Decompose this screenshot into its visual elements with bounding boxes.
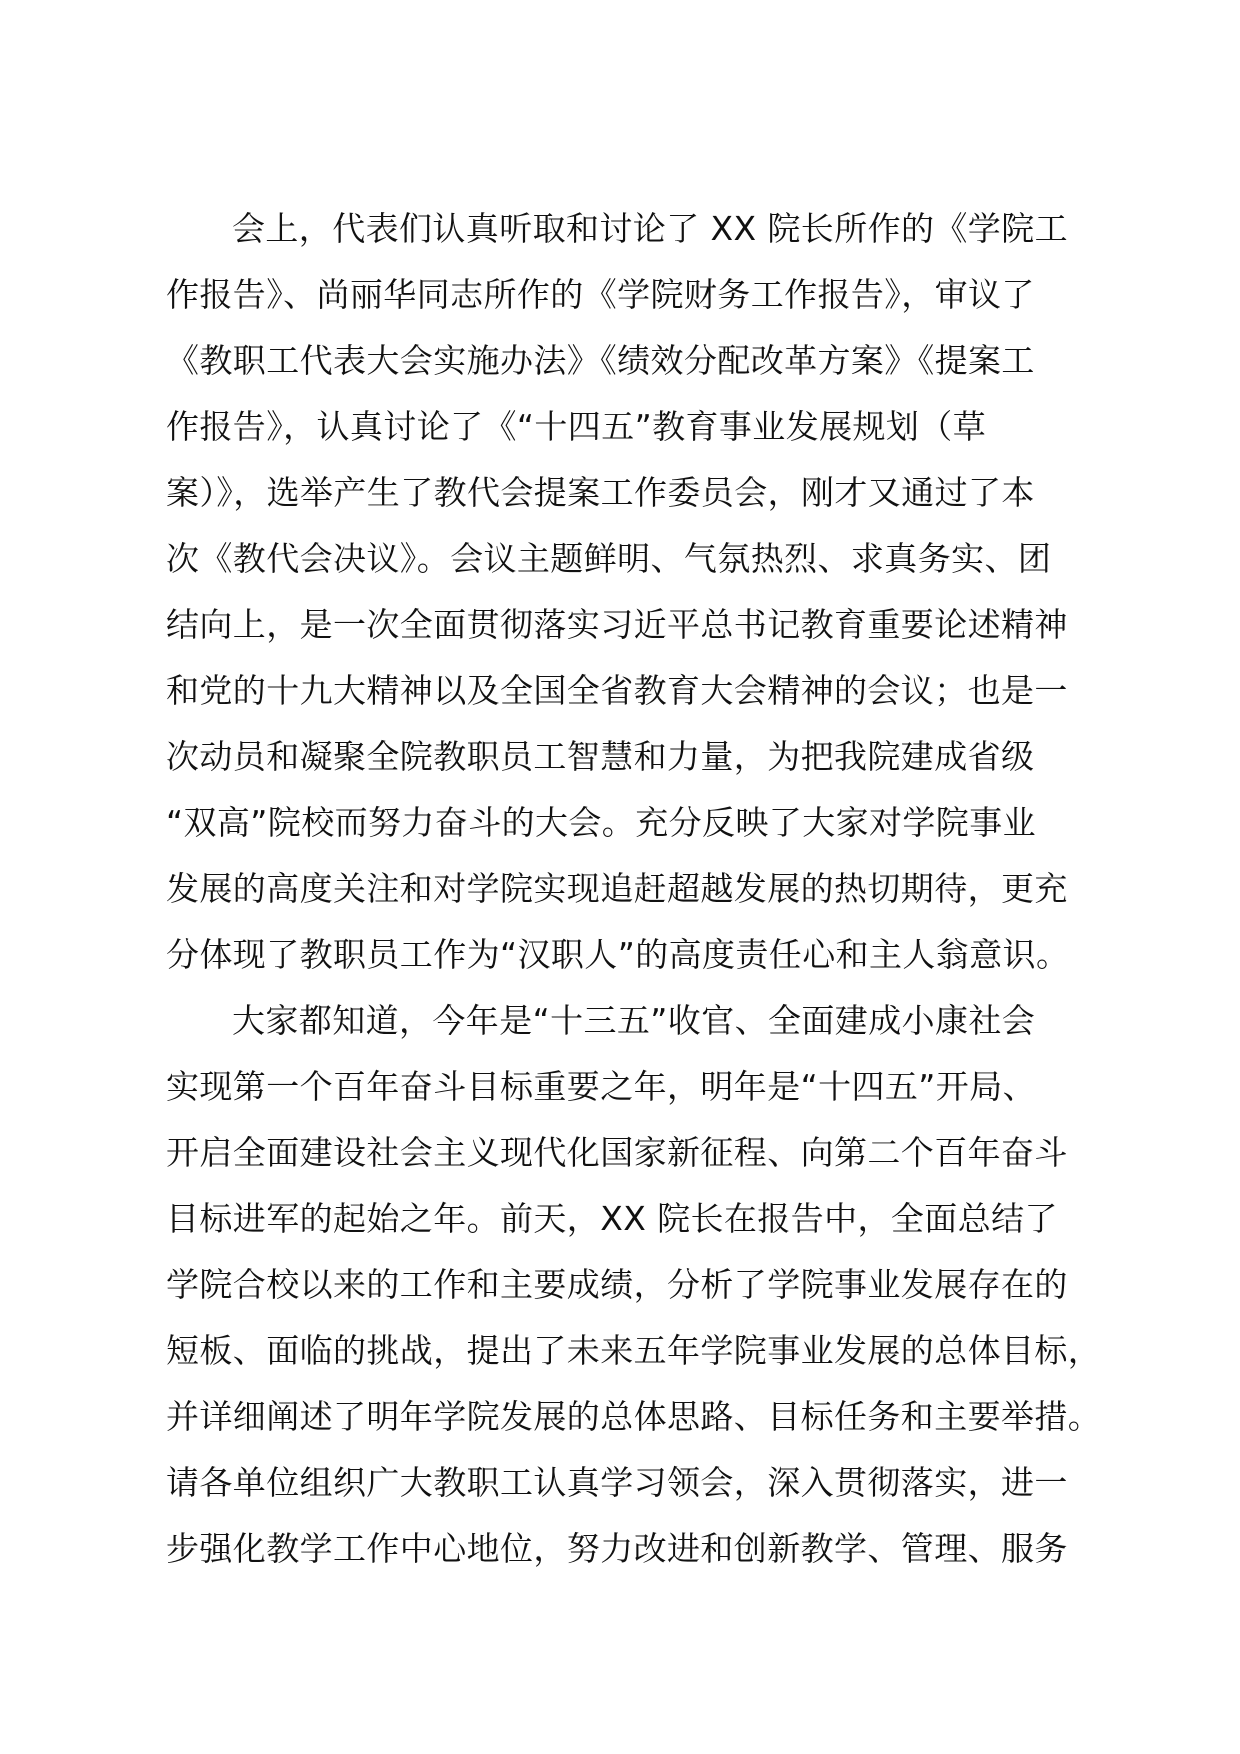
paragraph-1-line-11: 发展的高度关注和对学院实现追赶超越发展的热切期待，更充 (166, 869, 1068, 908)
paragraph-2-line-2: 实现第一个百年奋斗目标重要之年，明年是“十四五”开局、 (166, 1067, 1036, 1106)
paragraph-2-line-3: 开启全面建设社会主义现代化国家新征程、向第二个百年奋斗 (166, 1133, 1068, 1172)
paragraph-1-line-6: 次《教代会决议》。会议主题鲜明、气氛热烈、求真务实、团 (166, 539, 1052, 578)
paragraph-1-line-1: 会上，代表们认真听取和讨论了 XX 院长所作的《学院工 (232, 209, 1068, 248)
body-text (166, 196, 1102, 1582)
paragraph-2-line-8: 请各单位组织广大教职工认真学习领会，深入贯彻落实，进一 (166, 1463, 1068, 1502)
paragraph-2-line-5: 学院合校以来的工作和主要成绩，分析了学院事业发展存在的 (166, 1265, 1068, 1304)
paragraph-2-line-4: 目标进军的起始之年。前天，XX 院长在报告中，全面总结了 (166, 1199, 1058, 1238)
paragraph-1-line-3: 《教职工代表大会实施办法》《绩效分配改革方案》《提案工 (166, 341, 1035, 380)
paragraph-1-line-8: 和党的十九大精神以及全国全省教育大会精神的会议；也是一 (166, 671, 1068, 710)
paragraph-1-line-2: 作报告》、尚丽华同志所作的《学院财务工作报告》，审议了 (166, 275, 1035, 314)
paragraph-1-line-4: 作报告》，认真讨论了《“十四五”教育事业发展规划（草 (166, 407, 987, 446)
paragraph-1-line-10: “双高”院校而努力奋斗的大会。充分反映了大家对学院事业 (166, 803, 1036, 842)
paragraph-2-line-1: 大家都知道，今年是“十三五”收官、全面建成小康社会 (232, 1001, 1036, 1040)
paragraph-2-line-7: 并详细阐述了明年学院发展的总体思路、目标任务和主要举措。 (166, 1397, 1102, 1436)
paragraph-1-line-7: 结向上，是一次全面贯彻落实习近平总书记教育重要论述精神 (166, 605, 1068, 644)
paragraph-2-line-6: 短板、面临的挑战，提出了未来五年学院事业发展的总体目标， (166, 1331, 1102, 1370)
paragraph-1-line-12: 分体现了教职员工作为“汉职人”的高度责任心和主人翁意识。 (166, 935, 1070, 974)
paragraph-2-line-9: 步强化教学工作中心地位，努力改进和创新教学、管理、服务 (166, 1529, 1068, 1568)
paragraph-1-line-5: 案）》，选举产生了教代会提案工作委员会，刚才又通过了本 (166, 473, 1035, 512)
paragraph-1-line-9: 次动员和凝聚全院教职员工智慧和力量，为把我院建成省级 (166, 737, 1035, 776)
